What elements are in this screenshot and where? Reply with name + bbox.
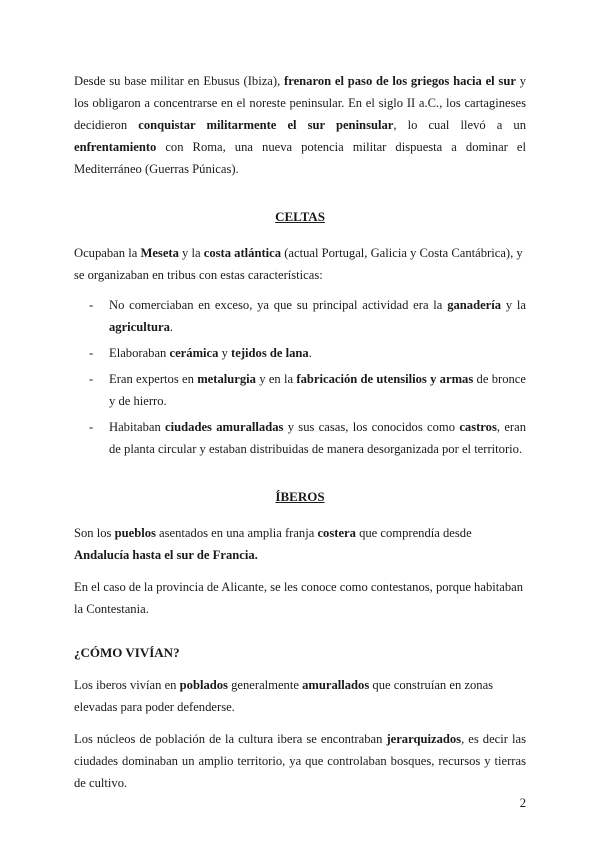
- list-item: - No comerciaban en exceso, ya que su principal actividad era la ganadería y la agricultura.: [89, 298, 526, 334]
- bold-run: fabricación de utensilios y armas: [296, 372, 474, 386]
- list-item: - Habitaban ciudades amuralladas y sus casas, los conocidos como castros, eran de planta circular y estaban distribuidas de manera desorganizada por el territorio.: [89, 420, 526, 456]
- bold-run: poblados: [179, 678, 228, 692]
- page-number: 2: [519, 796, 526, 810]
- bold-run: pueblos: [114, 526, 156, 540]
- bold-run: metalurgia: [197, 372, 256, 386]
- celtas-characteristics-list: [74, 294, 526, 460]
- page-content: [74, 70, 526, 794]
- section-title-como-vivian: ¿CÓMO VIVÍAN?: [74, 645, 180, 660]
- bold-run: Andalucía hasta el sur de Francia.: [74, 548, 258, 562]
- bold-run: enfrentamiento: [74, 140, 157, 154]
- iberos-paragraph-2: En el caso de la provincia de Alicante, se les conoce como contestanos, porque habitaban la Contestania.: [74, 580, 524, 616]
- section-title-iberos: ÍBEROS: [275, 489, 325, 504]
- celtas-intro-paragraph: Ocupaban la Meseta y la costa atlántica (actual Portugal, Galicia y Costa Cantábrica), y se organizaban en tribus con estas características:: [74, 246, 523, 282]
- bold-run: castros: [459, 420, 497, 434]
- bold-run: ciudades amuralladas: [165, 420, 284, 434]
- como-vivian-paragraph-2: Los núcleos de población de la cultura ibera se encontraban jerarquizados, es decir las ciudades dominaban un amplio territorio, ya que controlaban bosques, recursos y tierras de cultivo.: [74, 732, 526, 790]
- bold-run: frenaron el paso de los griegos hacia el sur: [284, 74, 516, 88]
- bold-run: conquistar militarmente el sur peninsular: [138, 118, 394, 132]
- section-title-celtas: CELTAS: [275, 209, 325, 224]
- list-item: - Elaboraban cerámica y tejidos de lana.: [89, 346, 312, 360]
- list-item: - Eran expertos en metalurgia y en la fabricación de utensilios y armas de bronce y de hierro.: [89, 372, 526, 408]
- intro-paragraph: Desde su base militar en Ebusus (Ibiza), frenaron el paso de los griegos hacia el sur y los obligaron a concentrarse en el noreste peninsular. En el siglo II a.C., los cartagineses decidieron conquistar militarmente el sur peninsular, lo cual llevó a un enfrentamiento con Roma, una nueva potencia militar dispuesta a dominar el Mediterráneo (Guerras Púnicas).: [74, 74, 527, 176]
- bold-run: costera: [317, 526, 356, 540]
- bold-run: jerarquizados: [386, 732, 462, 746]
- bold-run: tejidos de lana: [231, 346, 309, 360]
- bold-run: cerámica: [169, 346, 219, 360]
- iberos-paragraph-1: Son los pueblos asentados en una amplia franja costera que comprendía desde Andalucía hasta el sur de Francia.: [74, 526, 472, 562]
- como-vivian-paragraph-1: Los iberos vivían en poblados generalmente amurallados que construían en zonas elevadas para poder defenderse.: [74, 678, 494, 714]
- bold-run: Meseta: [140, 246, 179, 260]
- bold-run: costa atlántica: [203, 246, 282, 260]
- bold-run: agricultura: [109, 320, 170, 334]
- bold-run: ganadería: [447, 298, 502, 312]
- bold-run: amurallados: [302, 678, 370, 692]
